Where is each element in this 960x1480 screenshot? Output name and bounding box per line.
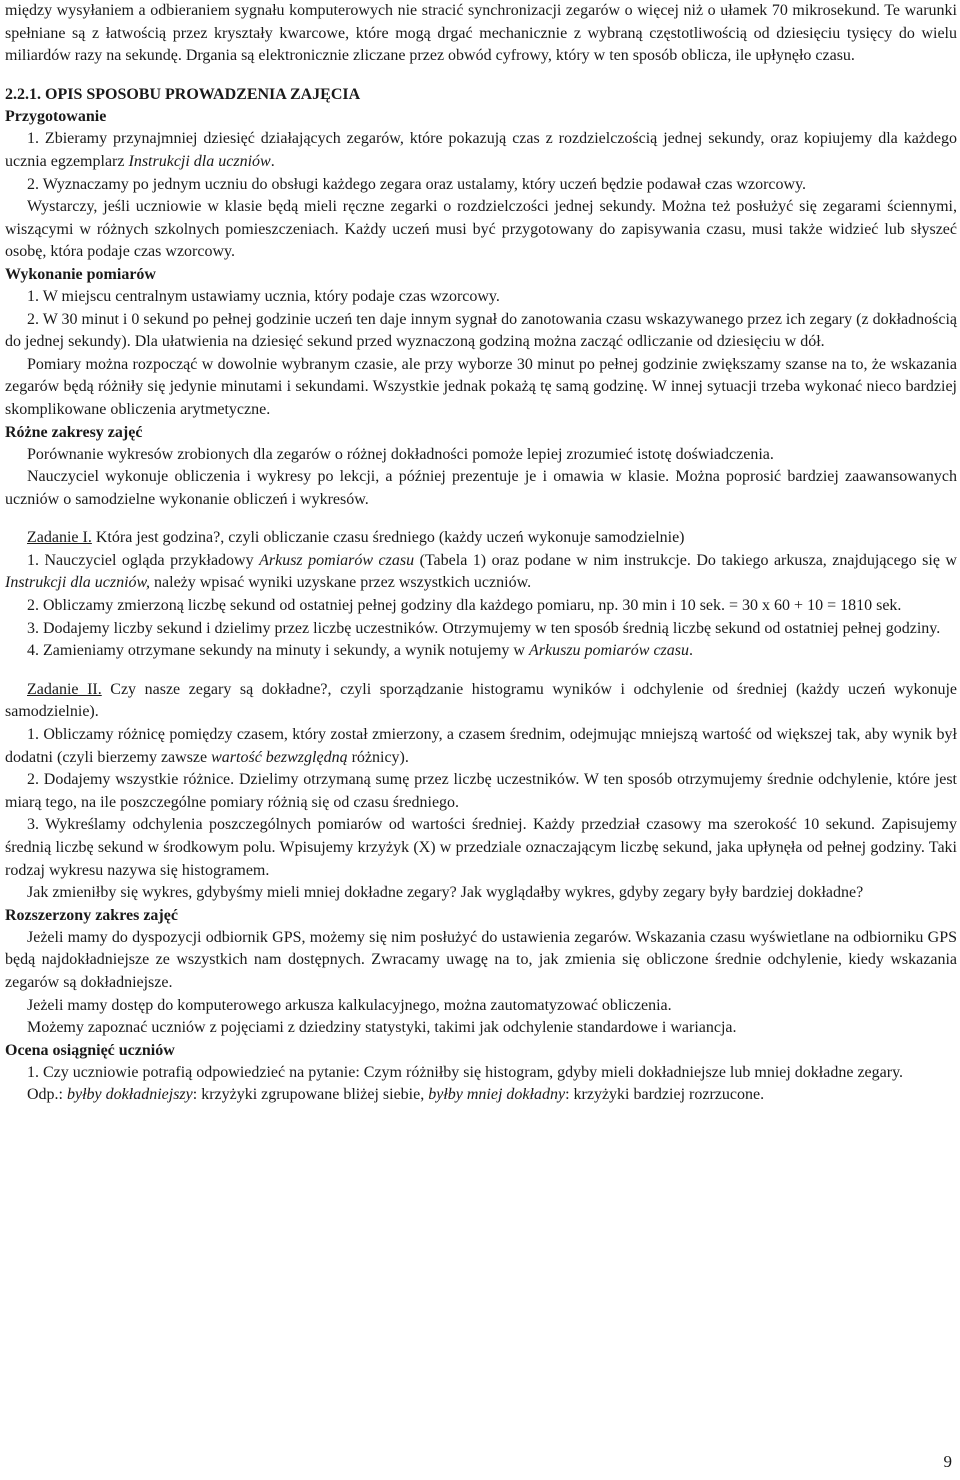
rozne-paragraph-1: Porównanie wykresów zrobionych dla zegarów o różnej dokładności pomoże lepiej zrozumieć istotę doświadczenia. [27, 445, 774, 463]
heading-rozne: Różne zakresy zajęć [5, 423, 143, 441]
page-number: 9 [943, 1452, 952, 1471]
zadanie-2-question: Jak zmieniłby się wykres, gdybyśmy mieli mniej dokładne zegary? Jak wyglądałby wykres, gdyby zegary były bardziej dokładne? [27, 884, 864, 902]
zadanie-2-step-2: 2. Dodajemy wszystkie różnice. Dzielimy otrzymaną sumę przez liczbę uczestników. W ten sposób otrzymujemy średnie odchylenie, które jest miarą tego, na ile poszczególne pomiary różnią się od czasu średniego. [5, 771, 957, 811]
zadanie-1-step-2: 2. Obliczamy zmierzoną liczbę sekund od ostatniej pełnej godziny dla każdego pomiaru, np. 30 min i 10 sek. = 30 x 60 + 10 = 1810 sek. [27, 597, 902, 615]
zadanie-1-title: Zadanie I. Która jest godzina?, czyli obliczanie czasu średniego (każdy uczeń wykonuje samodzielnie) [27, 529, 685, 547]
przygotowanie-note: Wystarczy, jeśli uczniowie w klasie będą mieli ręczne zegarki o rozdzielczości jednej sekundy. Można też posłużyć się zegarami ściennymi, wiszącymi w różnych szkolnych pomieszczeniach. Każdy uczeń musi być przygotowany do zapisywania czasu, musi także widzieć lub słyszeć osobę, która podaje czas wzorcowy. [5, 198, 957, 261]
wykonanie-note: Pomiary można rozpocząć w dowolnie wybranym czasie, ale przy wyborze 30 minut po pełnej godzinie zwiększamy szanse na to, że wskazania zegarów będą różniły się jedynie minutami i sekundami. Wszystkie jednak pokażą tę samą godzinę. W innej sytuacji trzeba wykonać nieco bardziej skomplikowane obliczenia arytmetyczne. [5, 355, 957, 418]
rozszerzony-paragraph-1: Jeżeli mamy do dyspozycji odbiornik GPS, możemy się nim posłużyć do ustawienia zegarów. Wskazania czasu wyświetlane na odbiorniku GPS będą najdokładniejsze ze wszystkich nam dostępnych. Zwracamy uwagę na to, jak zmienia się obliczone średnie odchylenie, kiedy wskazania zegarów są dokładniejsze. [5, 928, 957, 991]
heading-przygotowanie: Przygotowanie [5, 108, 107, 126]
przygotowanie-item-1: 1. Zbieramy przynajmniej dziesięć działających zegarów, które pokazują czas z rozdzielczością jednej sekundy, oraz kopiujemy dla każdego ucznia egzemplarz Instrukcji dla uczniów. [5, 130, 957, 170]
rozszerzony-paragraph-3: Możemy zapoznać uczniów z pojęciami z dziedziny statystyki, takimi jak odchylenie standardowe i wariancja. [27, 1019, 737, 1037]
zadanie-2-title: Zadanie II. Czy nasze zegary są dokładne?, czyli sporządzanie histogramu wyników i odchylenie od średniej (każdy uczeń wykonuje samodzielnie). [5, 680, 957, 721]
wykonanie-item-2: 2. W 30 minut i 0 sekund po pełnej godzinie uczeń ten daje innym sygnał do zanotowania czasu wskazywanego przez ich zegary (z dokładnością do jednej sekundy). Dla ułatwienia na dziesięć sekund przed wyznaczoną godziną można zacząć odliczanie od dziesięciu w dół. [5, 310, 957, 351]
zadanie-1-label: Zadanie I. [27, 529, 92, 547]
heading-ocena: Ocena osiągnięć uczniów [5, 1041, 175, 1059]
document-page [5, 0, 957, 1107]
zadanie-1-step-3: 3. Dodajemy liczby sekund i dzielimy przez liczbę uczestników. Otrzymujemy w ten sposób średnią liczbę sekund od ostatniej pełnej godziny. [27, 619, 941, 637]
zadanie-1-step-1: 1. Nauczyciel ogląda przykładowy Arkusz pomiarów czasu (Tabela 1) oraz podane w nim instrukcje. Do takiego arkusza, znajdującego się w Instrukcji dla uczniów, należy wpisać wyniki uzyskane przez wszystkich uczniów. [5, 551, 957, 592]
section-title: 2.2.1. OPIS SPOSOBU PROWADZENIA ZAJĘCIA [5, 85, 361, 103]
zadanie-1-step-4: 4. Zamieniamy otrzymane sekundy na minuty i sekundy, a wynik notujemy w Arkuszu pomiarów czasu. [27, 642, 693, 660]
rozne-paragraph-2: Nauczyciel wykonuje obliczenia i wykresy po lekcji, a później prezentuje je i omawia w klasie. Można poprosić bardziej zaawansowanych uczniów o samodzielne wykonanie obliczeń i wykresów. [5, 468, 957, 508]
przygotowanie-item-2: 2. Wyznaczamy po jednym uczniu do obsługi każdego zegara oraz ustalamy, który uczeń będzie podawał czas wzorcowy. [27, 175, 807, 193]
wykonanie-item-1: 1. W miejscu centralnym ustawiamy ucznia, który podaje czas wzorcowy. [27, 287, 500, 305]
intro-paragraph: między wysyłaniem a odbieraniem sygnału komputerowych nie stracić synchronizacji zegarów o więcej niż o ułamek 70 mikrosekund. Te warunki spełniane są z łatwością przez kryształy kwarcowe, które mogą drgać mechanicznie z wybraną częstotliwością od dziesięciu tysięcy do wielu miliardów razy na sekundę. Drgania są elektronicznie zliczane przez obwód cyfrowy, który w ten sposób oblicza, ile upłynęło czasu. [5, 2, 957, 65]
ocena-item-1: 1. Czy uczniowie potrafią odpowiedzieć na pytanie: Czym różniłby się histogram, gdyby mieli dokładniejsze lub mniej dokładne zegary. [27, 1063, 904, 1081]
heading-wykonanie: Wykonanie pomiarów [5, 265, 156, 283]
rozszerzony-paragraph-2: Jeżeli mamy dostęp do komputerowego arkusza kalkulacyjnego, można zautomatyzować obliczenia. [27, 996, 672, 1014]
zadanie-2-step-1: 1. Obliczamy różnicę pomiędzy czasem, który został zmierzony, a czasem średnim, odejmując mniejszą wartość od większej tak, aby wynik był dodatni (czyli bierzemy zawsze wartość bezwzględną różnicy). [5, 726, 957, 766]
heading-rozszerzony: Rozszerzony zakres zajęć [5, 906, 178, 924]
zadanie-2-label: Zadanie II. [27, 680, 102, 698]
zadanie-2-step-3: 3. Wykreślamy odchylenia poszczególnych pomiarów od wartości średniej. Każdy przedział czasowy ma szerokość 10 sekund. Zapisujemy średnią liczbę sekund w środkowym polu. Wpisujemy krzyżyk (X) w przedziale oznaczającym liczbę sekund, jaka upłynęła od pełnej godziny. Taki rodzaj wykresu nazywa się histogramem. [5, 816, 957, 879]
ocena-answer: Odp.: byłby dokładniejszy: krzyżyki zgrupowane bliżej siebie, byłby mniej dokładny: krzyżyki bardziej rozrzucone. [27, 1086, 765, 1104]
